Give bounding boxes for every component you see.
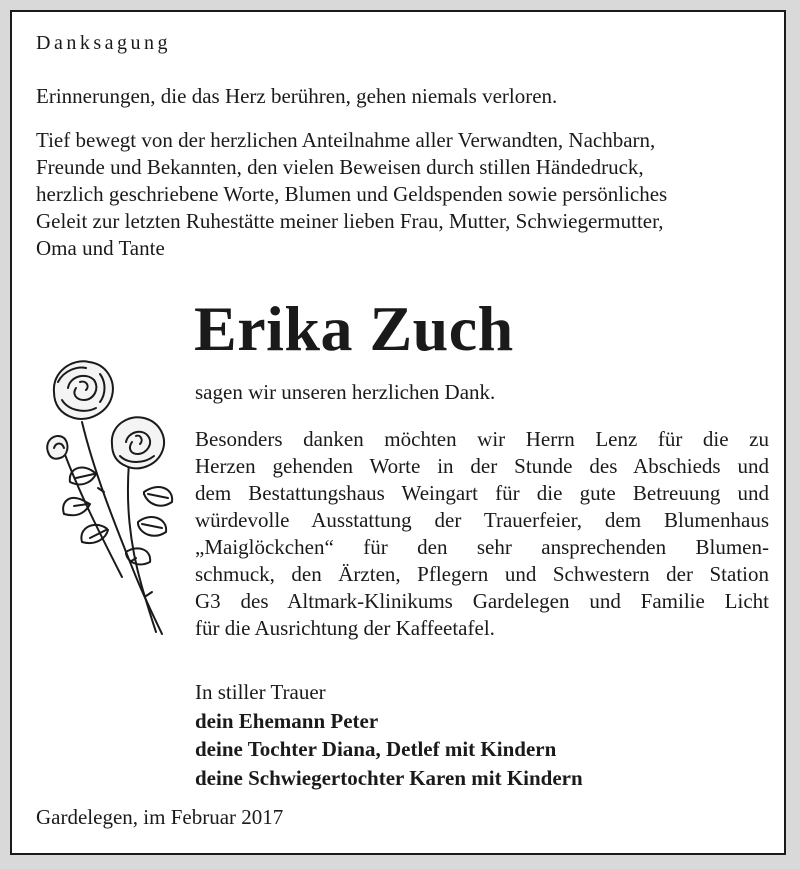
- intro-line: Oma und Tante: [36, 236, 165, 260]
- body-line: schmuck, den Ärzten, Pflegern und Schwestern der Station: [195, 562, 769, 586]
- intro-line: Freunde und Bekannten, den vielen Beweisen durch stillen Händedruck,: [36, 155, 644, 179]
- signature-block: [195, 678, 583, 792]
- body-line: dem Bestattungshaus Weingart für die gute Betreuung und: [195, 481, 769, 505]
- place-date: Gardelegen, im Februar 2017: [36, 805, 284, 829]
- mourner-name: deine Schwiegertochter Karen mit Kindern: [195, 765, 583, 790]
- intro-line: herzlich geschriebene Worte, Blumen und Geldspenden sowie persönliches: [36, 182, 668, 206]
- thanks-line: sagen wir unseren herzlichen Dank.: [195, 380, 496, 404]
- rose-illustration-icon: [34, 352, 184, 642]
- thanks-paragraph: [195, 426, 769, 642]
- body-line: für die Ausrichtung der Kaffeetafel.: [195, 616, 495, 640]
- body-line: Besonders danken möchten wir Herrn Lenz für die zu: [195, 427, 769, 451]
- motto: Erinnerungen, die das Herz berühren, gehen niemals verloren.: [36, 84, 558, 108]
- mourner-name: dein Ehemann Peter: [195, 708, 379, 733]
- intro-paragraph: [36, 127, 776, 262]
- body-line: „Maiglöckchen“ für den sehr ansprechenden Blumen-: [195, 535, 769, 559]
- body-line: würdevolle Ausstattung der Trauerfeier, dem Blumenhaus: [195, 508, 769, 532]
- deceased-name: Erika Zuch: [194, 293, 514, 364]
- obituary-notice: [10, 10, 786, 855]
- mourner-name: deine Tochter Diana, Detlef mit Kindern: [195, 737, 557, 761]
- intro-line: Geleit zur letzten Ruhestätte meiner lieben Frau, Mutter, Schwiegermutter,: [36, 209, 664, 233]
- body-line: G3 des Altmark-Klinikums Gardelegen und Familie Licht: [195, 589, 769, 613]
- intro-line: Tief bewegt von der herzlichen Anteilnahme aller Verwandten, Nachbarn,: [36, 128, 656, 152]
- body-line: Herzen gehenden Worte in der Stunde des Abschieds und: [195, 454, 769, 478]
- signature-intro: In stiller Trauer: [195, 680, 326, 704]
- notice-heading: Danksagung: [36, 32, 171, 54]
